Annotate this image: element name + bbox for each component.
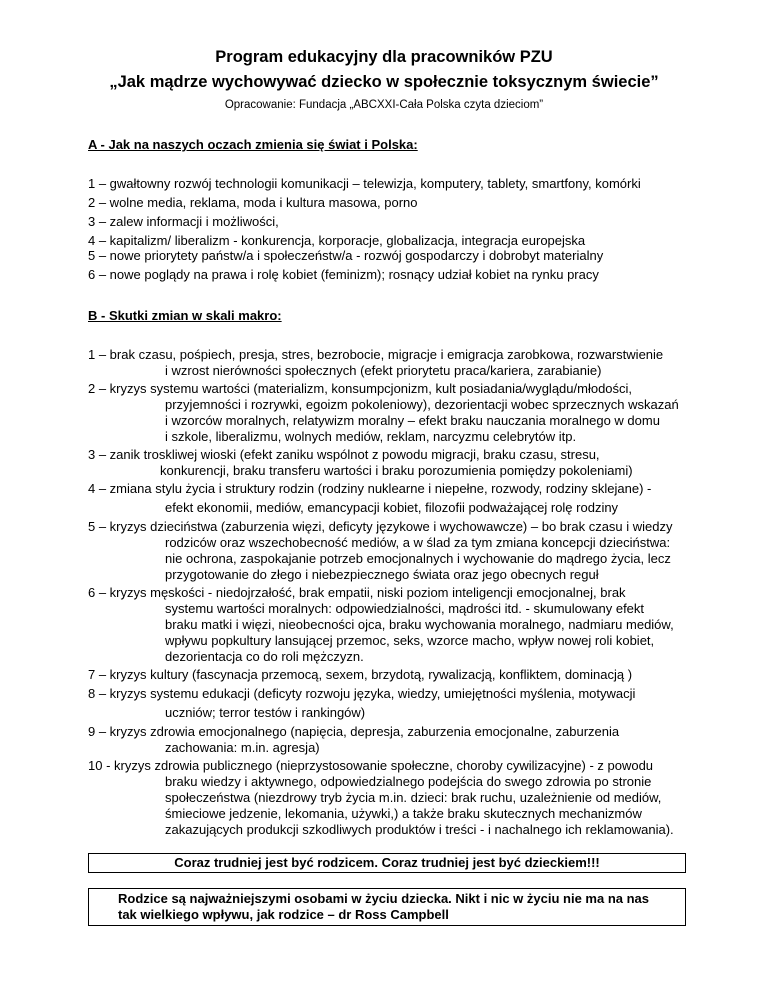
- section-b-item: 8 – kryzys systemu edukacji (deficyty rozwoju języka, wiedzy, umiejętności myślenia, motywacji: [88, 686, 636, 701]
- section-b-item-continuation: i szkole, liberalizmu, wolnych mediów, reklam, narcyzmu celebrytów itp.: [165, 429, 577, 444]
- section-a-item: 3 – zalew informacji i możliwości,: [88, 214, 279, 229]
- section-b-item-continuation: zachowania: m.in. agresja): [165, 740, 320, 755]
- section-b-item-continuation: uczniów; terror testów i rankingów): [165, 705, 366, 720]
- quote-line: tak wielkiego wpływu, jak rodzice – dr Ross Campbell: [118, 907, 449, 922]
- section-b-item-continuation: systemu wartości moralnych: odpowiedzialności, mądrości itd. - skumulowany efekt: [165, 601, 645, 616]
- section-b-item-continuation: zakazujących produkcji szkodliwych produktów i treści - i nachalnego ich reklamowania).: [165, 822, 674, 837]
- section-b-item: 10 - kryzys zdrowia publicznego (nieprzystosowanie społeczne, choroby cywilizacyjne) - z powodu: [88, 758, 654, 773]
- section-b-item: 9 – kryzys zdrowia emocjonalnego (napięcia, depresja, zaburzenia emocjonalne, zaburzenia: [88, 724, 620, 739]
- section-b-item-continuation: braku matki i więzi, nieobecności ojca, braku wychowania moralnego, nadmiaru mediów,: [165, 617, 674, 632]
- section-b-item: 1 – brak czasu, pośpiech, presja, stres, bezrobocie, migracje i emigracja zarobkowa, rozwarstwienie: [88, 347, 664, 362]
- quote-line: Rodzice są najważniejszymi osobami w życiu dziecka. Nikt i nic w życiu nie ma na nas: [118, 891, 650, 906]
- section-b-item: 3 – zanik troskliwej wioski (efekt zaniku wspólnot z powodu migracji, braku czasu, stresu,: [88, 447, 600, 462]
- section-b-item: 6 – kryzys męskości - niedojrzałość, brak empatii, niski poziom inteligencji emocjonalnej, brak: [88, 585, 626, 600]
- section-b-item: 4 – zmiana stylu życia i struktury rodzin (rodziny nuklearne i niepełne, rozwody, rodziny sklejane) -: [88, 481, 652, 496]
- quote-box: [88, 888, 686, 926]
- highlight-box: Coraz trudniej jest być rodzicem. Coraz trudniej jest być dzieckiem!!!: [88, 853, 686, 873]
- section-a-item: 4 – kapitalizm/ liberalizm - konkurencja, korporacje, globalizacja, integracja europejska: [88, 233, 586, 248]
- section-b-item-continuation: przyjemności i rozrywki, egoizm pokoleniowy), dezorientacji wobec sprzecznych wskazań: [165, 397, 679, 412]
- section-a-item: 2 – wolne media, reklama, moda i kultura masowa, porno: [88, 195, 418, 210]
- section-b-item: 7 – kryzys kultury (fascynacja przemocą, sexem, brzydotą, rywalizacją, konfliktem, dominacją ): [88, 667, 633, 682]
- section-b-heading: B - Skutki zmian w skali makro:: [88, 308, 282, 323]
- section-b-item-continuation: społeczeństwa (niezdrowy tryb życia m.in. dzieci: brak ruchu, uzależnienie od mediów,: [165, 790, 662, 805]
- section-b-item-continuation: efekt ekonomii, mediów, emancypacji kobiet, filozofii podważającej rolę rodziny: [165, 500, 619, 515]
- section-b-item-continuation: nie ochrona, zaspokajanie potrzeb emocjonalnych i wychowanie do mądrego życia, lecz: [165, 551, 671, 566]
- section-b-item-continuation: przygotowanie do złego i niebezpiecznego świata oraz jego obecnych reguł: [165, 567, 599, 582]
- section-b-item-continuation: dezorientacja co do roli mężczyzn.: [165, 649, 364, 664]
- section-b-item-continuation: i wzorców moralnych, relatywizm moralny – efekt braku nauczania moralnego w domu: [165, 413, 660, 428]
- section-a-item: 5 – nowe priorytety państw/a i społeczeństw/a - rozwój gospodarczy i dobrobyt materialny: [88, 248, 604, 263]
- section-b-item-continuation: śmieciowe jedzenie, lekomania, używki,) a także braku skutecznych mechanizmów: [165, 806, 642, 821]
- section-b-item: 5 – kryzys dzieciństwa (zaburzenia więzi, deficyty językowe i wychowawcze) – bo brak czasu i wiedzy: [88, 519, 673, 534]
- section-b-item-continuation: braku wiedzy i aktywnego, odpowiedzialnego podejścia do swego zdrowia po stronie: [165, 774, 652, 789]
- document-credit: Opracowanie: Fundacja „ABCXXI-Cała Polska czyta dzieciom”: [224, 99, 544, 111]
- section-b-item-continuation: wpływu popkultury lansującej przemoc, seks, wzorce macho, wpływ nowej roli kobiet,: [165, 633, 655, 648]
- section-b-item-continuation: rodziców oraz wszechobecność mediów, a w ślad za tym zmiana koncepcji dzieciństwa:: [165, 535, 671, 550]
- section-b-item-continuation: konkurencji, braku transferu wartości i braku porozumienia pomiędzy pokoleniami): [160, 463, 633, 478]
- section-b-item: 2 – kryzys systemu wartości (materializm, konsumpcjonizm, kult posiadania/wyglądu/młodości,: [88, 381, 633, 396]
- document-title: Program edukacyjny dla pracowników PZU: [215, 48, 553, 66]
- section-a-item: 6 – nowe poglądy na prawa i rolę kobiet (feminizm); rosnący udział kobiet na rynku pracy: [88, 267, 599, 282]
- section-a-heading: A - Jak na naszych oczach zmienia się świat i Polska:: [88, 137, 418, 152]
- section-b-item-continuation: i wzrost nierówności społecznych (efekt priorytetu praca/kariera, zarabianie): [165, 363, 602, 378]
- section-a-item: 1 – gwałtowny rozwój technologii komunikacji – telewizja, komputery, tablety, smartfony, komórki: [88, 176, 641, 191]
- document-subtitle-title: „Jak mądrze wychowywać dziecko w społecznie toksycznym świecie”: [109, 73, 659, 91]
